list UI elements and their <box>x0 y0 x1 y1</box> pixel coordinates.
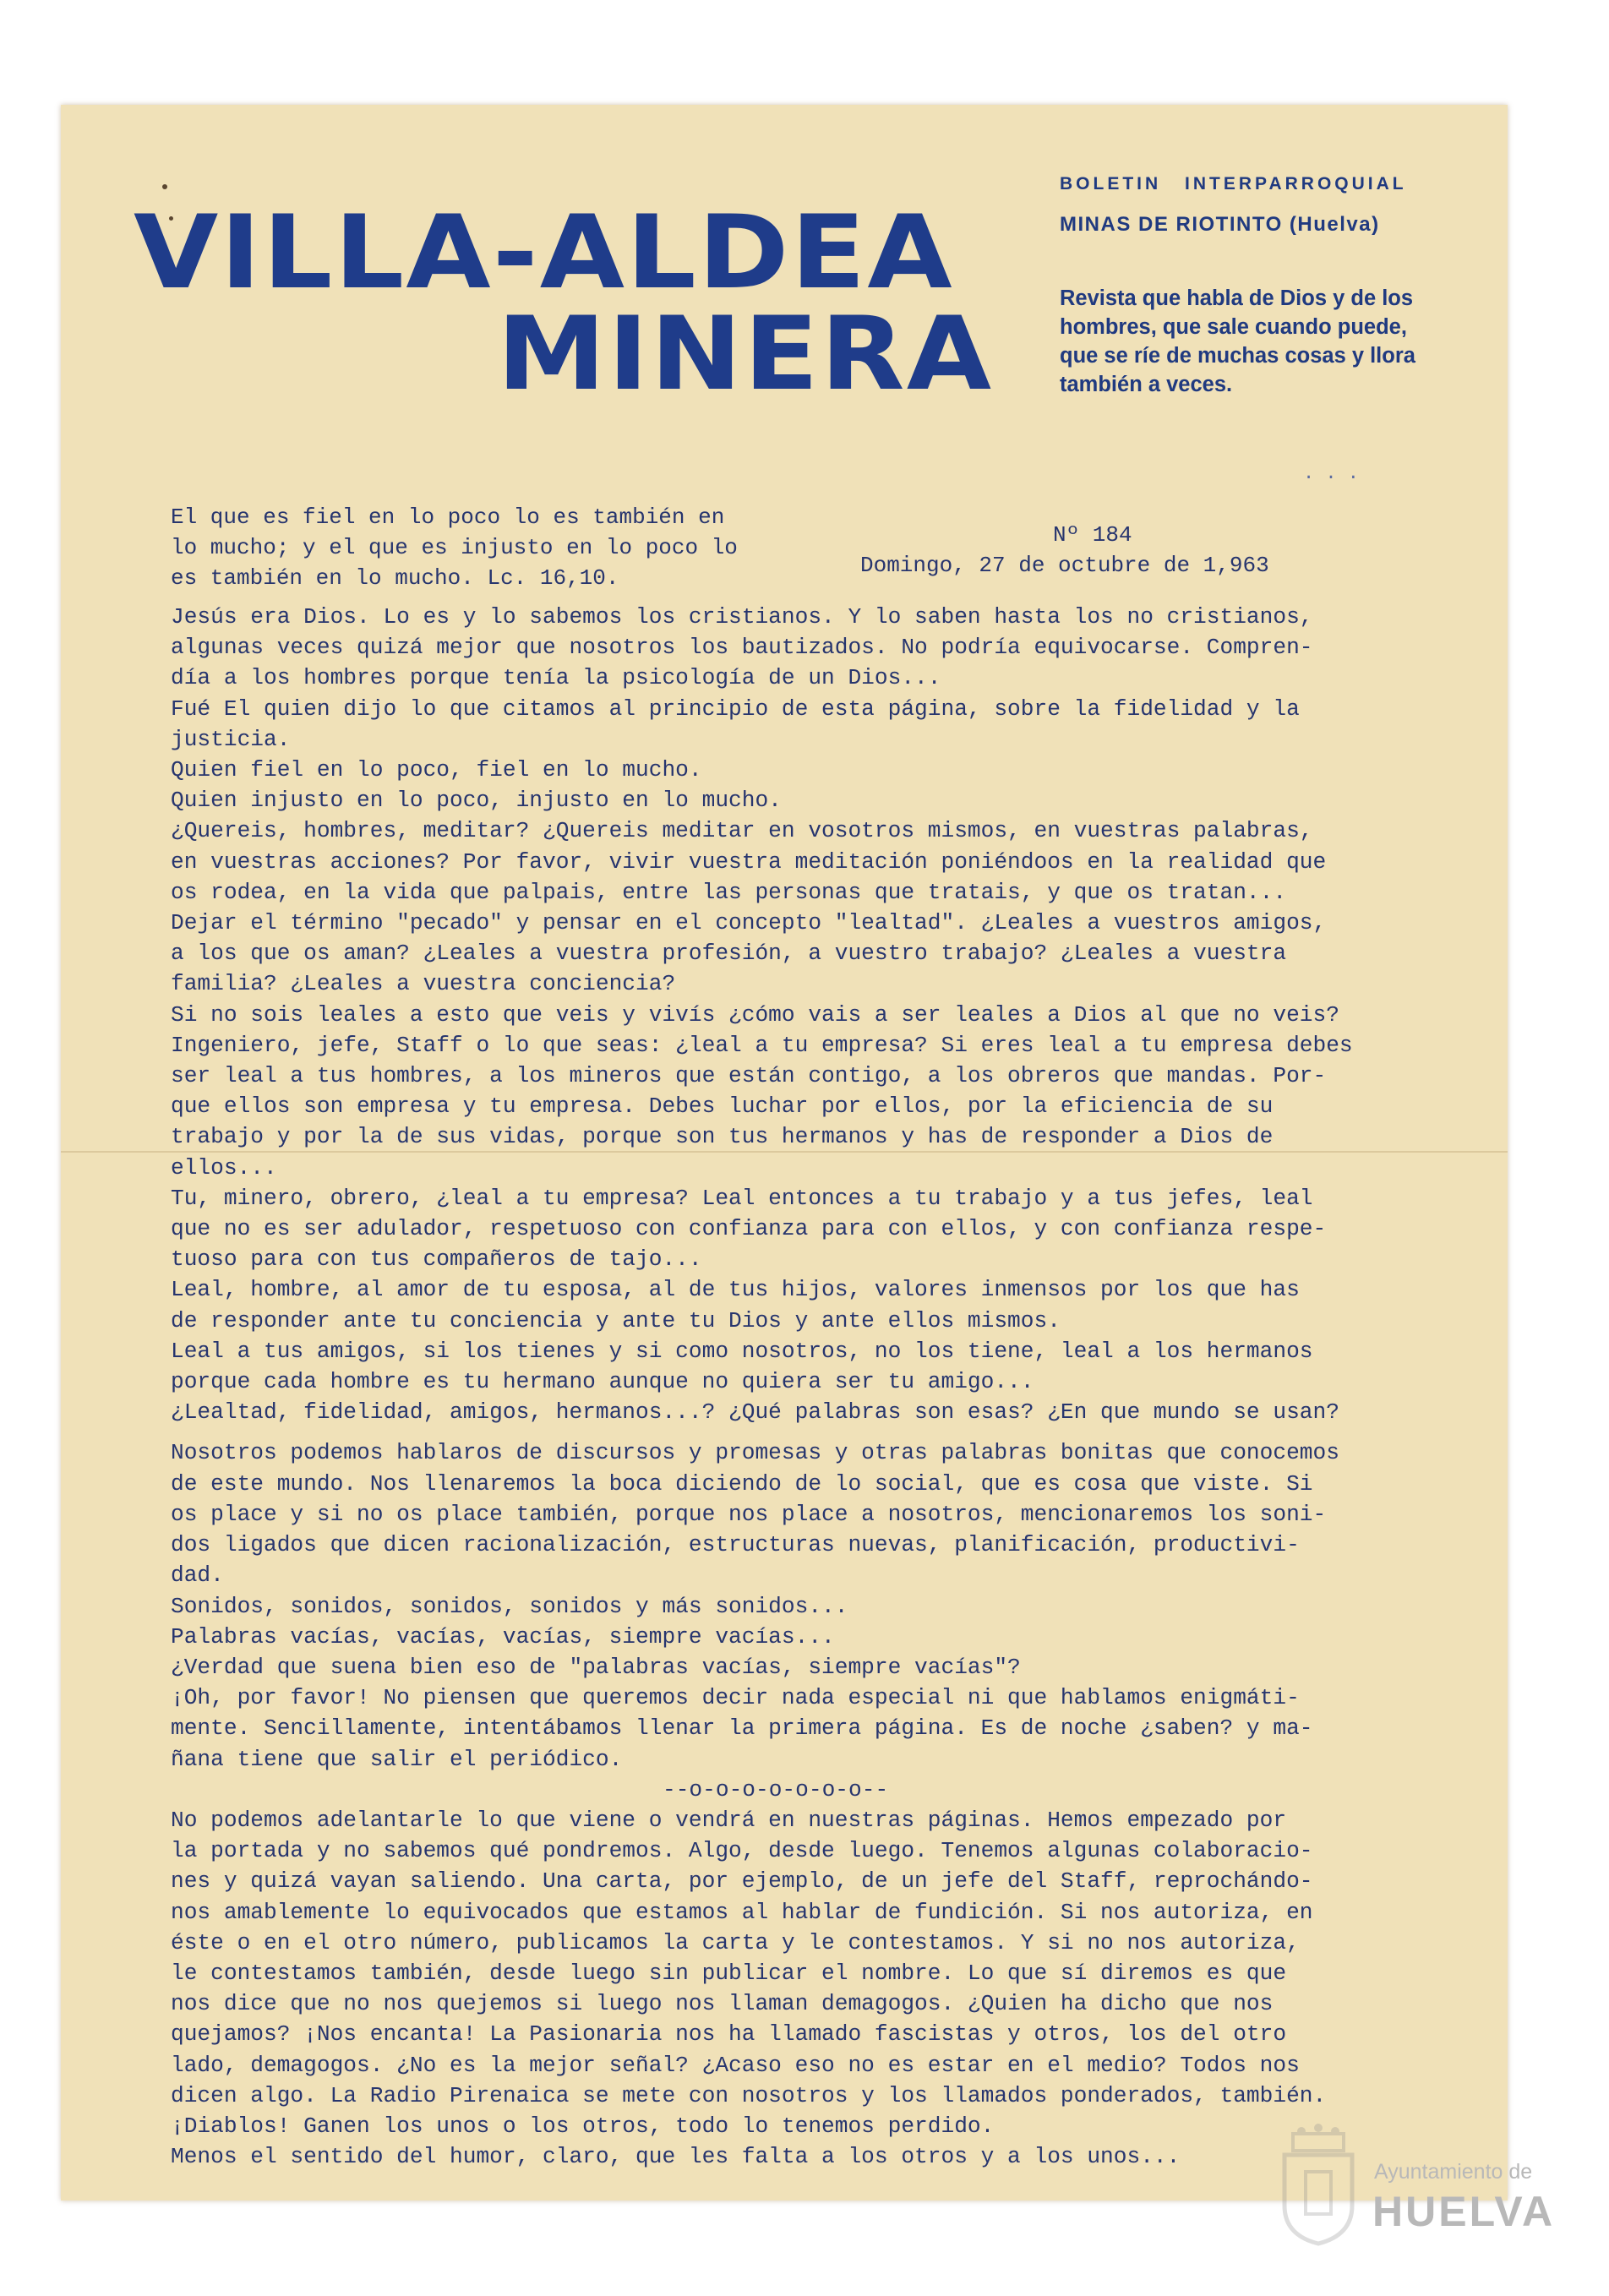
body-line: trabajo y por la de sus vidas, porque son tus hermanos y has de responder a Dios de <box>171 1124 1274 1150</box>
body-line: tuoso para con tus compañeros de tajo... <box>171 1246 702 1273</box>
body-line: que ellos son empresa y tu empresa. Debes luchar por ellos, por la eficiencia de su <box>171 1093 1274 1120</box>
body-line: dos ligados que dicen racionalización, estructuras nuevas, planificación, productivi- <box>171 1532 1300 1558</box>
body-line: Dejar el término "pecado" y pensar en el concepto "lealtad". ¿Leales a vuestros amigos, <box>171 910 1327 936</box>
magazine-description: Revista que habla de Dios y de los hombres, que sale cuando puede, que se ríe de muchas cosas y llora también a veces. <box>1060 286 1415 396</box>
decorative-dots: . . . <box>1303 463 1360 484</box>
body-line: Sonidos, sonidos, sonidos, sonidos y más sonidos... <box>171 1593 848 1619</box>
body-line: Nosotros podemos hablaros de discursos y promesas y otras palabras bonitas que conocemos <box>171 1440 1339 1466</box>
paragraph-gap <box>171 1427 1489 1437</box>
body-line: Leal, hombre, al amor de tu esposa, al de tus hijos, valores inmensos por los que has <box>171 1277 1300 1303</box>
body-line: Jesús era Dios. Lo es y lo sabemos los cristianos. Y lo saben hasta los no cristianos, <box>171 604 1313 630</box>
body-line: en vuestras acciones? Por favor, vivir vuestra meditación poniéndoos en la realidad que <box>171 848 1327 875</box>
issue-number: Nº 184 <box>1053 522 1132 548</box>
body-line: No podemos adelantarle lo que viene o vendrá en nuestras páginas. Hemos empezado por <box>171 1807 1287 1833</box>
document-page <box>61 105 1508 2201</box>
body-line: Tu, minero, obrero, ¿leal a tu empresa? Leal entonces a tu trabajo y a tus jefes, leal <box>171 1185 1313 1211</box>
epigraph-line: lo mucho; y el que es injusto en lo poco lo <box>171 535 738 560</box>
section-separator: --o-o-o-o-o-o-o-- <box>663 1776 889 1802</box>
body-line: éste o en el otro número, publicamos la carta y le contestamos. Y si no nos autoriza, <box>171 1929 1300 1955</box>
epigraph-line: es también en lo mucho. Lc. 16,10. <box>171 565 619 591</box>
body-line: nos amablemente lo equivocados que estamos al hablar de fundición. Si nos autoriza, en <box>171 1899 1313 1925</box>
masthead-title-line2: MINERA <box>497 296 994 413</box>
issue-date: Domingo, 27 de octubre de 1,963 <box>860 553 1269 578</box>
bulletin-label: BOLETIN INTERPARROQUIAL <box>1060 174 1407 194</box>
city-seal-icon <box>1268 2121 1369 2248</box>
body-line: ñana tiene que salir el periódico. <box>171 1746 623 1772</box>
article-body <box>171 602 1489 2172</box>
body-line: ¡Diablos! Ganen los unos o los otros, todo lo tenemos perdido. <box>171 2113 995 2139</box>
body-line: a los que os aman? ¿Leales a vuestra profesión, a vuestro trabajo? ¿Leales a vuestra <box>171 941 1287 967</box>
watermark-line2: HUELVA <box>1372 2188 1556 2235</box>
body-line: lado, demagogos. ¿No es la mejor señal? ¿Acaso eso no es estar en el medio? Todos nos <box>171 2052 1300 2078</box>
ink-spot <box>162 184 167 189</box>
body-line: justicia. <box>171 726 291 752</box>
body-line: nos dice que no nos quejemos si luego nos llaman demagogos. ¿Quien ha dicho que nos <box>171 1991 1274 2017</box>
body-line: que no es ser adulador, respetuoso con confianza para con ellos, y con confianza respe- <box>171 1216 1327 1242</box>
body-line: le contestamos también, desde luego sin publicar el nombre. Lo que sí diremos es que <box>171 1960 1287 1986</box>
body-line: Leal a tus amigos, si los tienes y si como nosotros, no los tiene, leal a los hermanos <box>171 1338 1313 1364</box>
body-line: ¿Lealtad, fidelidad, amigos, hermanos...? ¿Qué palabras son esas? ¿En que mundo se usan? <box>171 1399 1339 1426</box>
body-line: dad. <box>171 1562 224 1589</box>
body-line: os rodea, en la vida que palpais, entre las personas que tratais, y que os tratan... <box>171 879 1287 905</box>
body-line: Palabras vacías, vacías, vacías, siempre vacías... <box>171 1623 835 1650</box>
body-line: mente. Sencillamente, intentábamos llenar la primera página. Es de noche ¿saben? y ma- <box>171 1715 1313 1742</box>
epigraph <box>171 502 738 593</box>
body-line: día a los hombres porque tenía la psicología de un Dios... <box>171 665 941 691</box>
body-line: porque cada hombre es tu hermano aunque no quiera ser tu amigo... <box>171 1369 1034 1395</box>
body-line: ¿Quereis, hombres, meditar? ¿Quereis meditar en vosotros mismos, en vuestras palabras, <box>171 818 1313 844</box>
masthead-title-line1: VILLA-ALDEA <box>134 194 954 312</box>
body-line: ser leal a tus hombres, a los mineros que están contigo, a los obreros que mandas. Por- <box>171 1063 1327 1089</box>
epigraph-line: El que es fiel en lo poco lo es también en <box>171 504 725 530</box>
body-line: os place y si no os place también, porque nos place a nosotros, mencionaremos los soni- <box>171 1501 1327 1527</box>
body-line: Quien fiel en lo poco, fiel en lo mucho. <box>171 757 702 783</box>
body-line: Si no sois leales a esto que veis y vivís ¿cómo vais a ser leales a Dios al que no veis? <box>171 1001 1339 1028</box>
body-line: ¡Oh, por favor! No piensen que queremos decir nada especial ni que hablamos enigmáti- <box>171 1685 1300 1711</box>
body-line: la portada y no sabemos qué pondremos. Algo, desde luego. Tenemos algunas colaboracio- <box>171 1838 1313 1864</box>
body-line: familia? ¿Leales a vuestra conciencia? <box>171 971 676 997</box>
watermark-line1: Ayuntamiento de <box>1374 2160 1533 2184</box>
body-line: Fué El quien dijo lo que citamos al principio de esta página, sobre la fidelidad y la <box>171 695 1300 722</box>
body-line: quejamos? ¡Nos encanta! La Pasionaria nos ha llamado fascistas y otros, los del otro <box>171 2021 1287 2048</box>
body-line: Ingeniero, jefe, Staff o lo que seas: ¿leal a tu empresa? Si eres leal a tu empresa debes <box>171 1032 1353 1058</box>
body-line: dicen algo. La Radio Pirenaica se mete con nosotros y los llamados ponderados, también. <box>171 2082 1327 2108</box>
body-line: de responder ante tu conciencia y ante tu Dios y ante ellos mismos. <box>171 1307 1061 1333</box>
body-line: de este mundo. Nos llenaremos la boca diciendo de lo social, que es cosa que viste. Si <box>171 1470 1313 1497</box>
body-line: Menos el sentido del humor, claro, que les falta a los otros y a los unos... <box>171 2144 1181 2170</box>
body-line: Quien injusto en lo poco, injusto en lo mucho. <box>171 788 782 814</box>
body-line: ¿Verdad que suena bien eso de "palabras vacías, siempre vacías"? <box>171 1654 1021 1680</box>
body-line: ellos... <box>171 1154 277 1181</box>
body-line: algunas veces quizá mejor que nosotros los bautizados. No podría equivocarse. Compren- <box>171 635 1313 661</box>
body-line: nes y quizá vayan saliendo. Una carta, por ejemplo, de un jefe del Staff, reprochándo- <box>171 1868 1313 1895</box>
location-label: MINAS DE RIOTINTO (Huelva) <box>1060 213 1380 236</box>
